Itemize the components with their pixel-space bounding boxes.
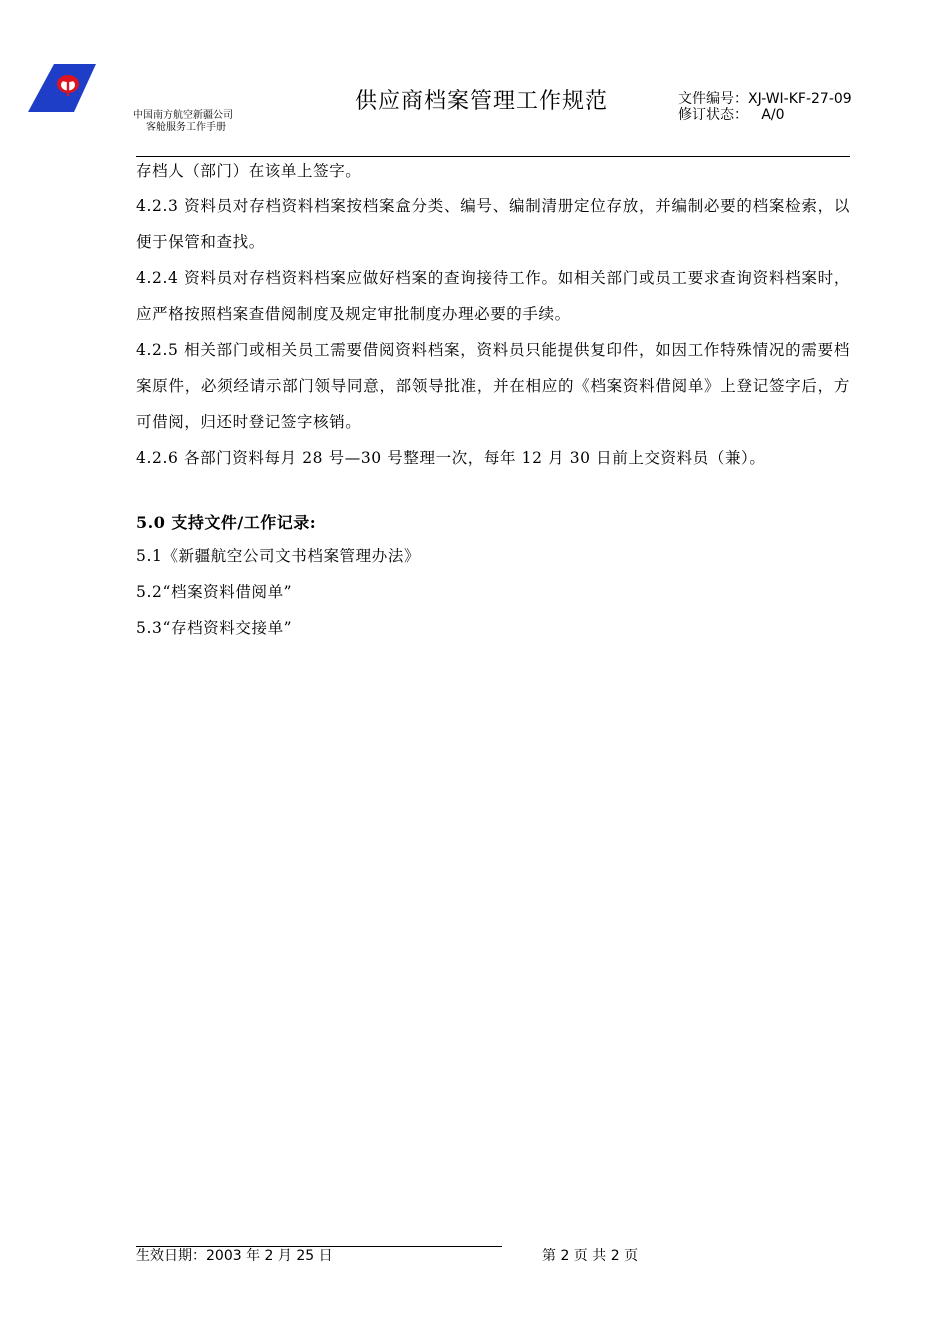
paragraph-continuation: 存档人（部门）在该单上签字。 — [136, 162, 362, 180]
document-title: 供应商档案管理工作规范 — [355, 89, 609, 114]
paragraph-4-2-4: 4.2.4 资料员对存档资料档案应做好档案的查询接待工作。如相关部门或员工要求查询资料档案时，应严格按照档案查借阅制度及规定审批制度办理必要的手续。 — [136, 269, 850, 323]
reference-item: 5.2“档案资料借阅单” — [136, 583, 293, 601]
section-heading: 5.0 支持文件/工作记录: — [136, 513, 317, 532]
reference-item: 5.1《新疆航空公司文书档案管理办法》 — [136, 547, 421, 565]
header-divider — [136, 156, 850, 157]
paragraph-4-2-3: 4.2.3 资料员对存档资料档案按档案盒分类、编号、编制清册定位存放，并编制必要的档案检索，以便于保管和查找。 — [136, 197, 850, 251]
effective-date: 生效日期：2003 年 2 月 25 日 — [136, 1248, 333, 1264]
document-number: 文件编号：XJ-WI-KF-27-09 — [678, 91, 852, 107]
reference-item: 5.3“存档资料交接单” — [136, 619, 293, 637]
airline-logo — [28, 64, 96, 112]
manual-name: 客舱服务工作手册 — [146, 122, 226, 133]
page-number: 第 2 页 共 2 页 — [542, 1248, 639, 1264]
org-name: 中国南方航空新疆公司 — [133, 110, 233, 121]
paragraph-4-2-5: 4.2.5 相关部门或相关员工需要借阅资料档案，资料员只能提供复印件，如因工作特殊情况的需要档案原件，必须经请示部门领导同意，部领导批准，并在相应的《档案资料借阅单》上登记签字后，方可借阅，归还时登记签字核销。 — [136, 341, 850, 431]
body-text — [136, 160, 850, 476]
reference-list — [136, 538, 420, 646]
revision-status: 修订状态： A/0 — [678, 107, 785, 123]
paragraph-4-2-6: 4.2.6 各部门资料每月 28 号—30 号整理一次，每年 12 月 30 日前上交资料员（兼）。 — [136, 449, 766, 467]
